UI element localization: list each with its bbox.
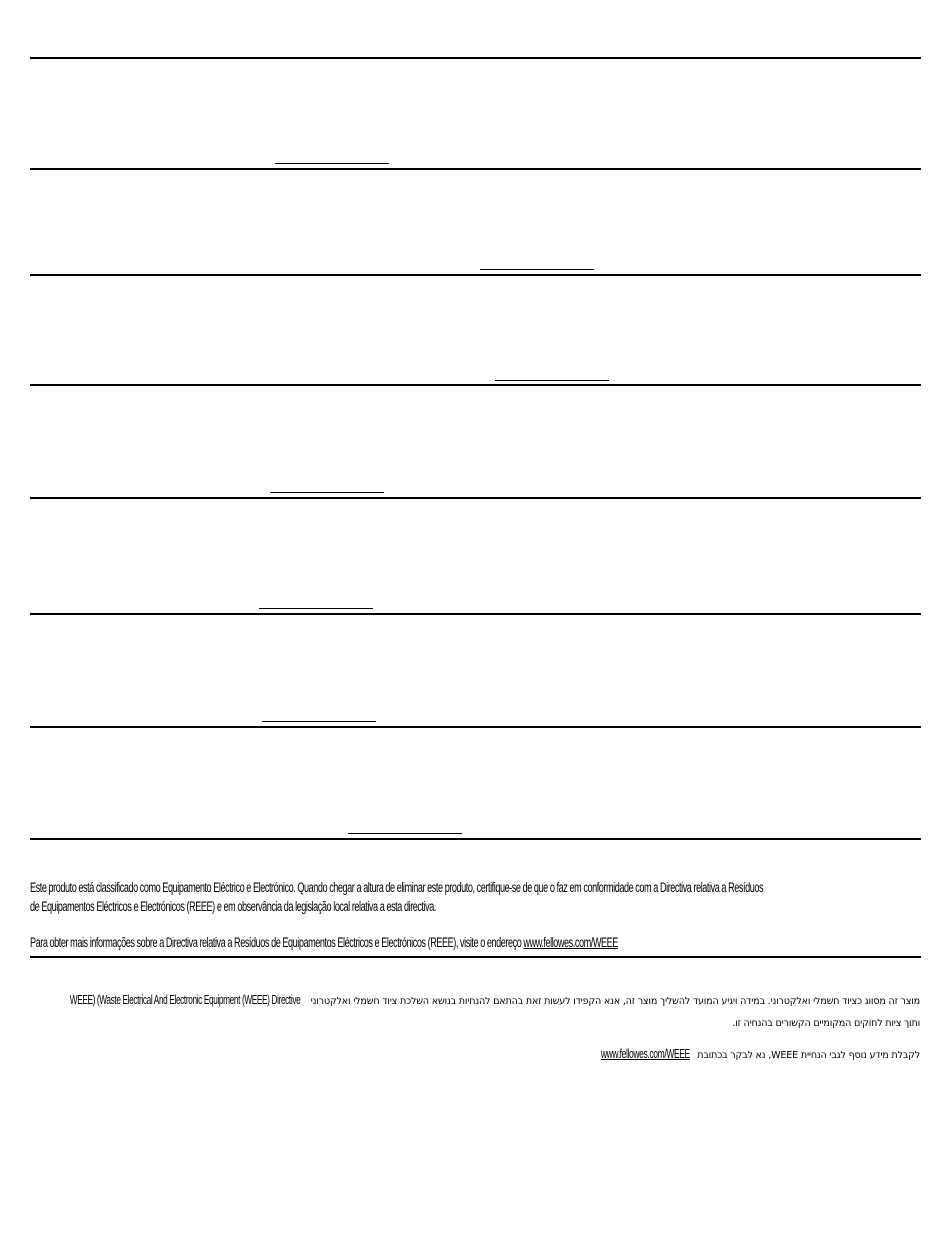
section-divider	[30, 497, 921, 499]
weee-paragraph-he-line1	[0, 991, 920, 1009]
link-underline	[262, 721, 376, 722]
section-divider	[30, 168, 921, 170]
weee-paragraph-he-text2: ותוך ציות לחוקים המקומיים הקשורים בהנחיה זו.	[732, 1018, 920, 1029]
section-divider	[30, 726, 921, 728]
section-divider	[30, 956, 921, 958]
link-underline	[270, 492, 384, 493]
more-info-he-text: לקבלת מידע נוסף לגבי הנחיית WEEE, נא לבקר בכתובת	[697, 1050, 920, 1061]
section-divider	[30, 613, 921, 615]
section-divider	[30, 384, 921, 386]
weee-paragraph-he-line2	[732, 1013, 920, 1031]
section-divider	[30, 838, 921, 840]
link-underline	[275, 163, 389, 164]
link-underline	[259, 608, 373, 609]
weee-directive-name: WEEE) (Waste Electrical And Electronic Equipment (WEEE) Directive	[69, 993, 301, 1007]
more-info-pt-text: Para obter mais informações sobre a Directiva relativa a Resíduos de Equipamentos Eléctricos e Electrónicos (REEE), visite o endereço	[30, 935, 524, 950]
more-info-pt	[30, 936, 618, 949]
more-info-he	[559, 1045, 920, 1063]
weee-paragraph-pt-line2: de Equipamentos Eléctricos e Electrónicos (REEE) e em observância da legislação local relativa a esta directiva.	[30, 899, 437, 914]
weee-paragraph-pt-line1: Este produto está classificado como Equipamento Eléctrico e Electrónico. Quando chegar a altura de eliminar este produto, certifique-se de que o faz em conformidade com a Directiva relativa a Resíduos	[30, 880, 764, 895]
weee-link-pt[interactable]: www.fellowes.com/WEEE	[523, 935, 618, 950]
section-divider	[30, 274, 921, 276]
link-underline	[480, 269, 594, 270]
weee-paragraph-he-text: מוצר זה מסווג כציוד חשמלי ואלקטרוני. במידה ויגיע המועד להשליך מוצר זה, אנא הקפידו לעשות זאת בהתאם להנחיות בנושא השלכת ציוד חשמלי ואלקטרוני	[310, 996, 920, 1007]
link-underline	[495, 380, 609, 381]
section-divider	[30, 57, 921, 59]
weee-link-he[interactable]: www.fellowes.com/WEEE	[600, 1047, 690, 1061]
link-underline	[348, 833, 462, 834]
